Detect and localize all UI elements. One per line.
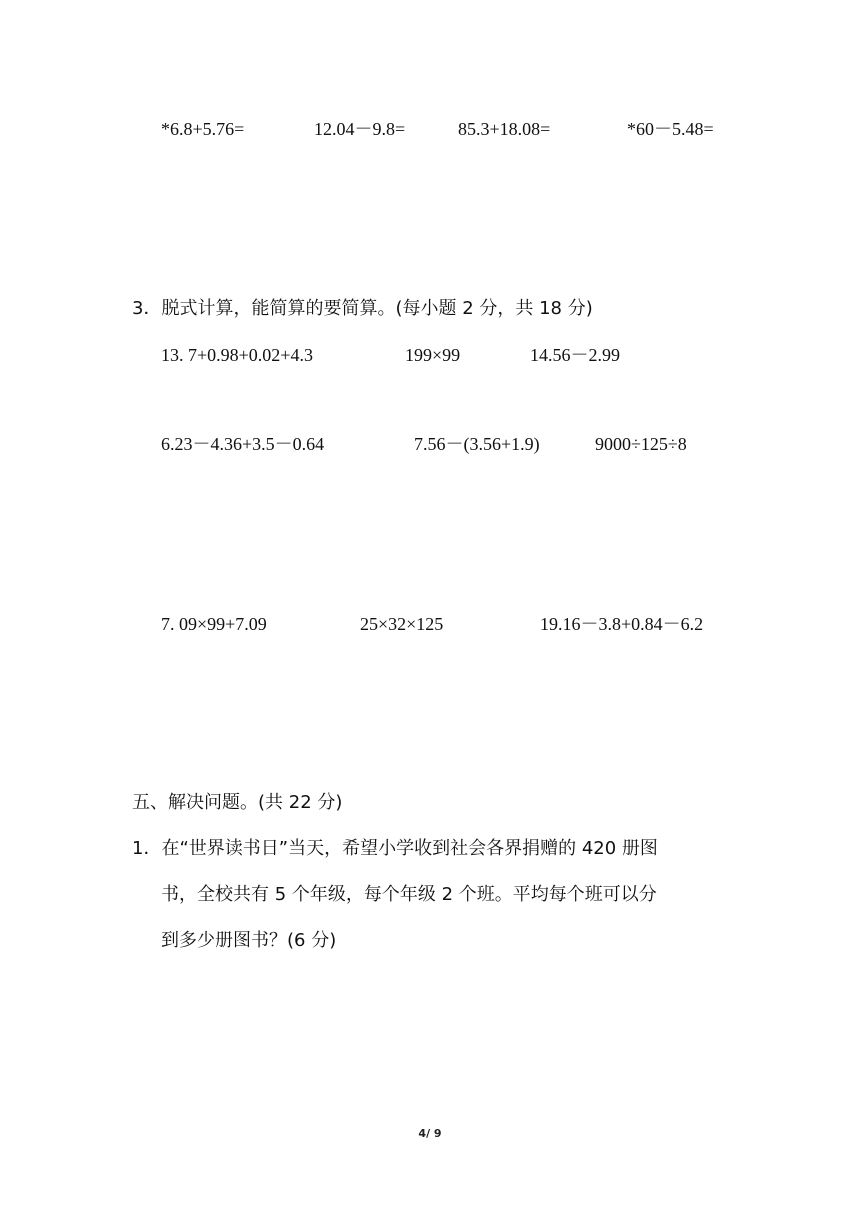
problem-6: 9000÷125÷8: [595, 434, 687, 454]
word-problem-line-3: 到多少册图书？(6 分): [161, 930, 337, 951]
question-3-heading: 3．脱式计算，能简算的要简算。(每小题 2 分，共 18 分): [132, 298, 593, 319]
problem-5: 7.56－(3.56+1.9): [414, 434, 540, 454]
expression-3: 85.3+18.08=: [458, 119, 551, 139]
problem-8: 25×32×125: [360, 614, 444, 634]
problem-2: 199×99: [405, 345, 461, 365]
problem-7: 7. 09×99+7.09: [161, 614, 267, 634]
problem-3: 14.56－2.99: [530, 345, 620, 365]
problem-1: 13. 7+0.98+0.02+4.3: [161, 345, 313, 365]
expression-1: *6.8+5.76=: [161, 119, 245, 139]
word-problem-line-2: 书，全校共有 5 个年级，每个年级 2 个班。平均每个班可以分: [161, 884, 657, 905]
expression-2: 12.04－9.8=: [314, 119, 406, 139]
expression-4: *60－5.48=: [627, 119, 714, 139]
problem-9: 19.16－3.8+0.84－6.2: [540, 614, 704, 634]
word-problem-line-1: 1．在“世界读书日”当天，希望小学收到社会各界捐赠的 420 册图: [132, 838, 658, 859]
problem-4: 6.23－4.36+3.5－0.64: [161, 434, 325, 454]
page-number: 4/ 9: [418, 1127, 442, 1140]
section-5-heading: 五、解决问题。(共 22 分): [132, 792, 343, 813]
